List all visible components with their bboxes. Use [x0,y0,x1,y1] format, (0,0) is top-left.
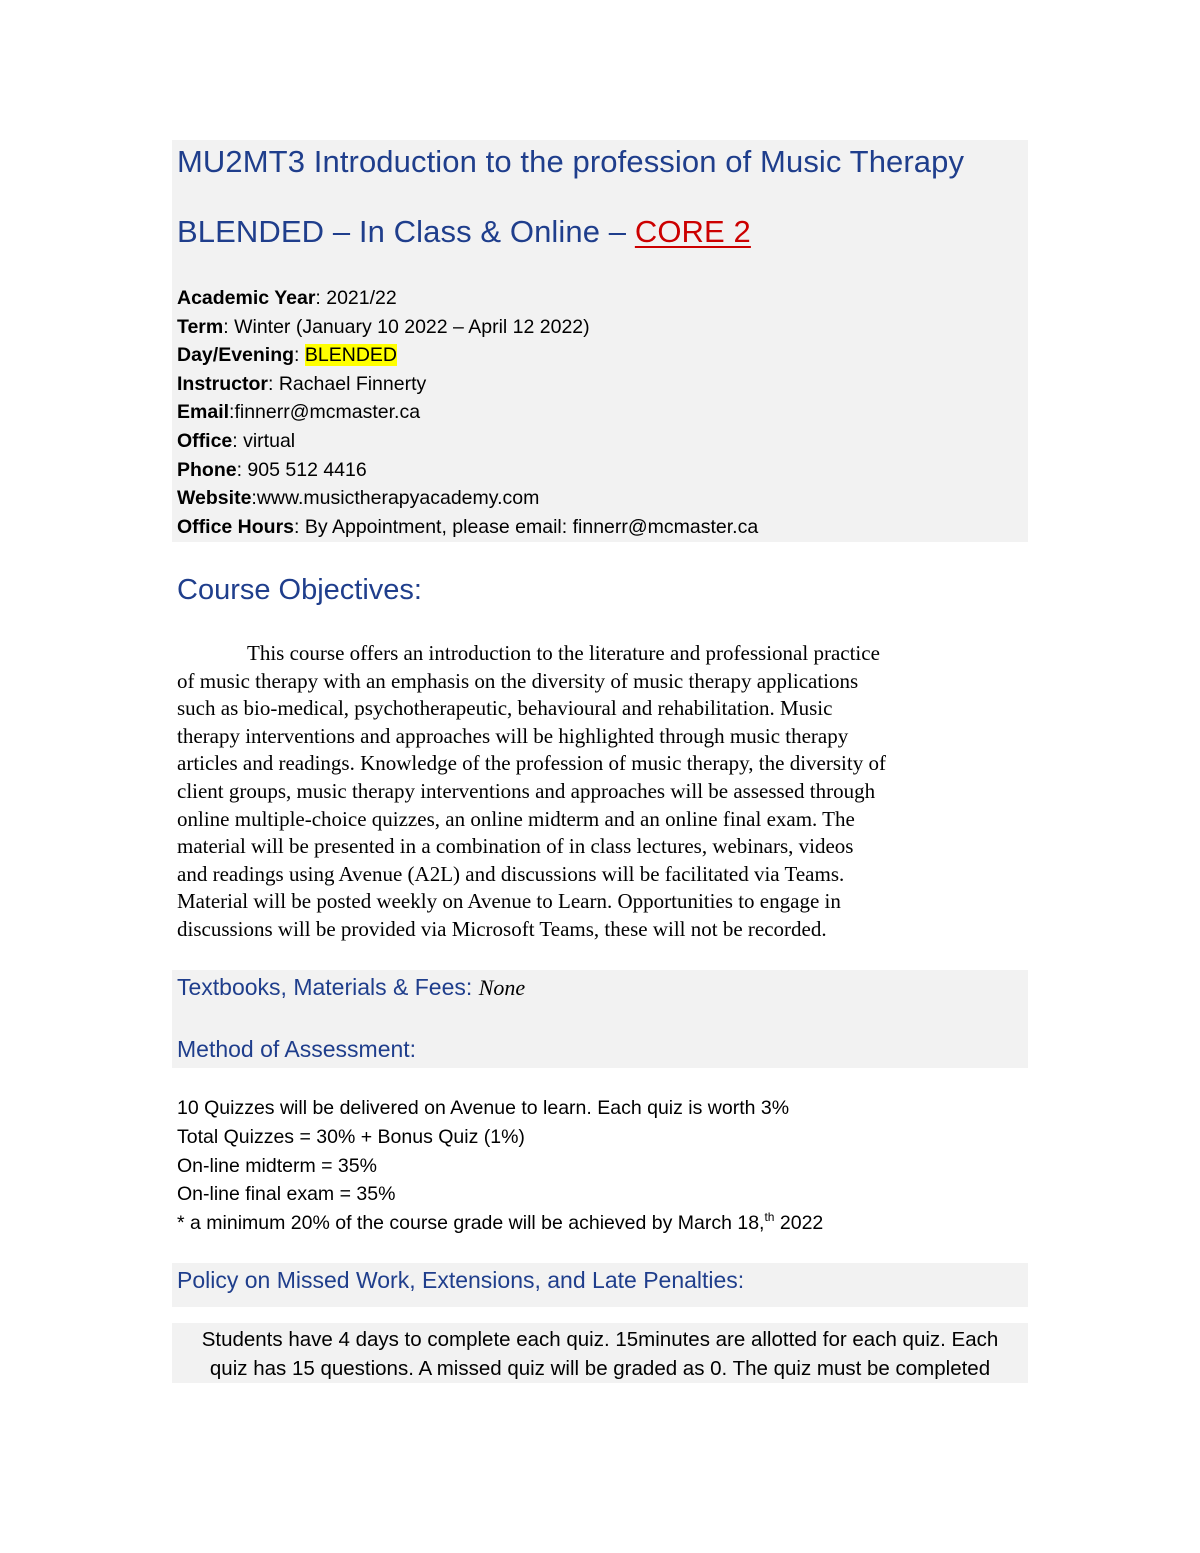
policy-line: Students have 4 days to complete each quiz. 15minutes are allotted for each quiz. Each [201,1328,999,1351]
instructor-value: : Rachael Finnerty [268,373,427,395]
objectives-line: discussions will be provided via Microsoft Teams, these will not be recorded. [177,916,827,941]
instructor-line [177,370,426,399]
minimum-superscript: th [764,1210,775,1224]
assessment-line-minimum [177,1209,823,1238]
policy-paragraph [172,1325,1028,1383]
course-title: MU2MT3 Introduction to the profession of Music Therapy [177,144,965,179]
objectives-line: and readings using Avenue (A2L) and discussions will be facilitated via Teams. [177,861,845,886]
assessment-line-quizzes: 10 Quizzes will be delivered on Avenue to learn. Each quiz is worth 3% [177,1097,790,1119]
objectives-heading: Course Objectives: [177,574,422,606]
objectives-paragraph [177,640,1027,944]
office-hours-line [177,513,758,542]
academic-year-line [177,284,397,313]
office-line [177,427,295,456]
course-subtitle [177,214,751,250]
office-label: Office [177,430,233,452]
instructor-label: Instructor [177,373,269,395]
assessment-line-total: Total Quizzes = 30% + Bonus Quiz (1%) [177,1126,525,1148]
subtitle-prefix: BLENDED – In Class & Online – [177,214,635,249]
day-evening-label: Day/Evening [177,344,295,366]
email-value[interactable]: :finnerr@mcmaster.ca [229,401,421,423]
day-evening-separator: : [294,344,305,366]
website-value[interactable]: :www.musictherapyacademy.com [251,487,540,509]
term-line [177,313,590,342]
objectives-line: material will be presented in a combination of in class lectures, webinars, videos [177,834,854,859]
website-label: Website [177,487,252,509]
assessment-line-midterm: On-line midterm = 35% [177,1155,377,1177]
policy-heading: Policy on Missed Work, Extensions, and Late Penalties: [177,1267,745,1293]
minimum-text: * a minimum 20% of the course grade will be achieved by March 18, [177,1212,765,1234]
phone-value: : 905 512 4416 [236,459,367,481]
day-evening-value: BLENDED [304,344,398,366]
office-hours-value: : By Appointment, please email: finnerr@mcmaster.ca [294,516,759,538]
objectives-line: articles and readings. Knowledge of the profession of music therapy, the diversity of [177,751,886,776]
core-label: CORE 2 [634,214,751,249]
objectives-line: online multiple-choice quizzes, an online midterm and an online final exam. The [177,806,855,831]
office-value: : virtual [232,430,296,452]
term-value: : Winter (January 10 2022 – April 12 2022) [223,316,590,338]
email-line [177,398,420,427]
textbooks-heading [177,974,525,1001]
phone-label: Phone [177,459,237,481]
policy-line: quiz has 15 questions. A missed quiz will be graded as 0. The quiz must be completed [209,1357,991,1380]
academic-year-label: Academic Year [177,287,316,309]
day-evening-line [177,341,397,370]
objectives-line: This course offers an introduction to the literature and professional practice [247,641,880,665]
textbooks-label: Textbooks, Materials & Fees: [177,974,479,1000]
assessment-heading: Method of Assessment: [177,1036,417,1062]
objectives-line: client groups, music therapy interventions and approaches will be assessed through [177,778,876,803]
objectives-line: such as bio-medical, psychotherapeutic, behavioural and rehabilitation. Music [177,696,833,721]
phone-line [177,456,367,485]
objectives-line: of music therapy with an emphasis on the diversity of music therapy applications [177,668,859,693]
assessment-line-final: On-line final exam = 35% [177,1183,396,1205]
textbooks-value: None [478,975,526,1000]
objectives-line: therapy interventions and approaches will be highlighted through music therapy [177,723,849,748]
email-label: Email [177,401,230,423]
objectives-line: Material will be posted weekly on Avenue to Learn. Opportunities to engage in [177,889,841,914]
academic-year-value: : 2021/22 [315,287,397,309]
office-hours-label: Office Hours [177,516,295,538]
website-line [177,484,539,513]
minimum-year: 2022 [774,1212,824,1234]
term-label: Term [177,316,224,338]
